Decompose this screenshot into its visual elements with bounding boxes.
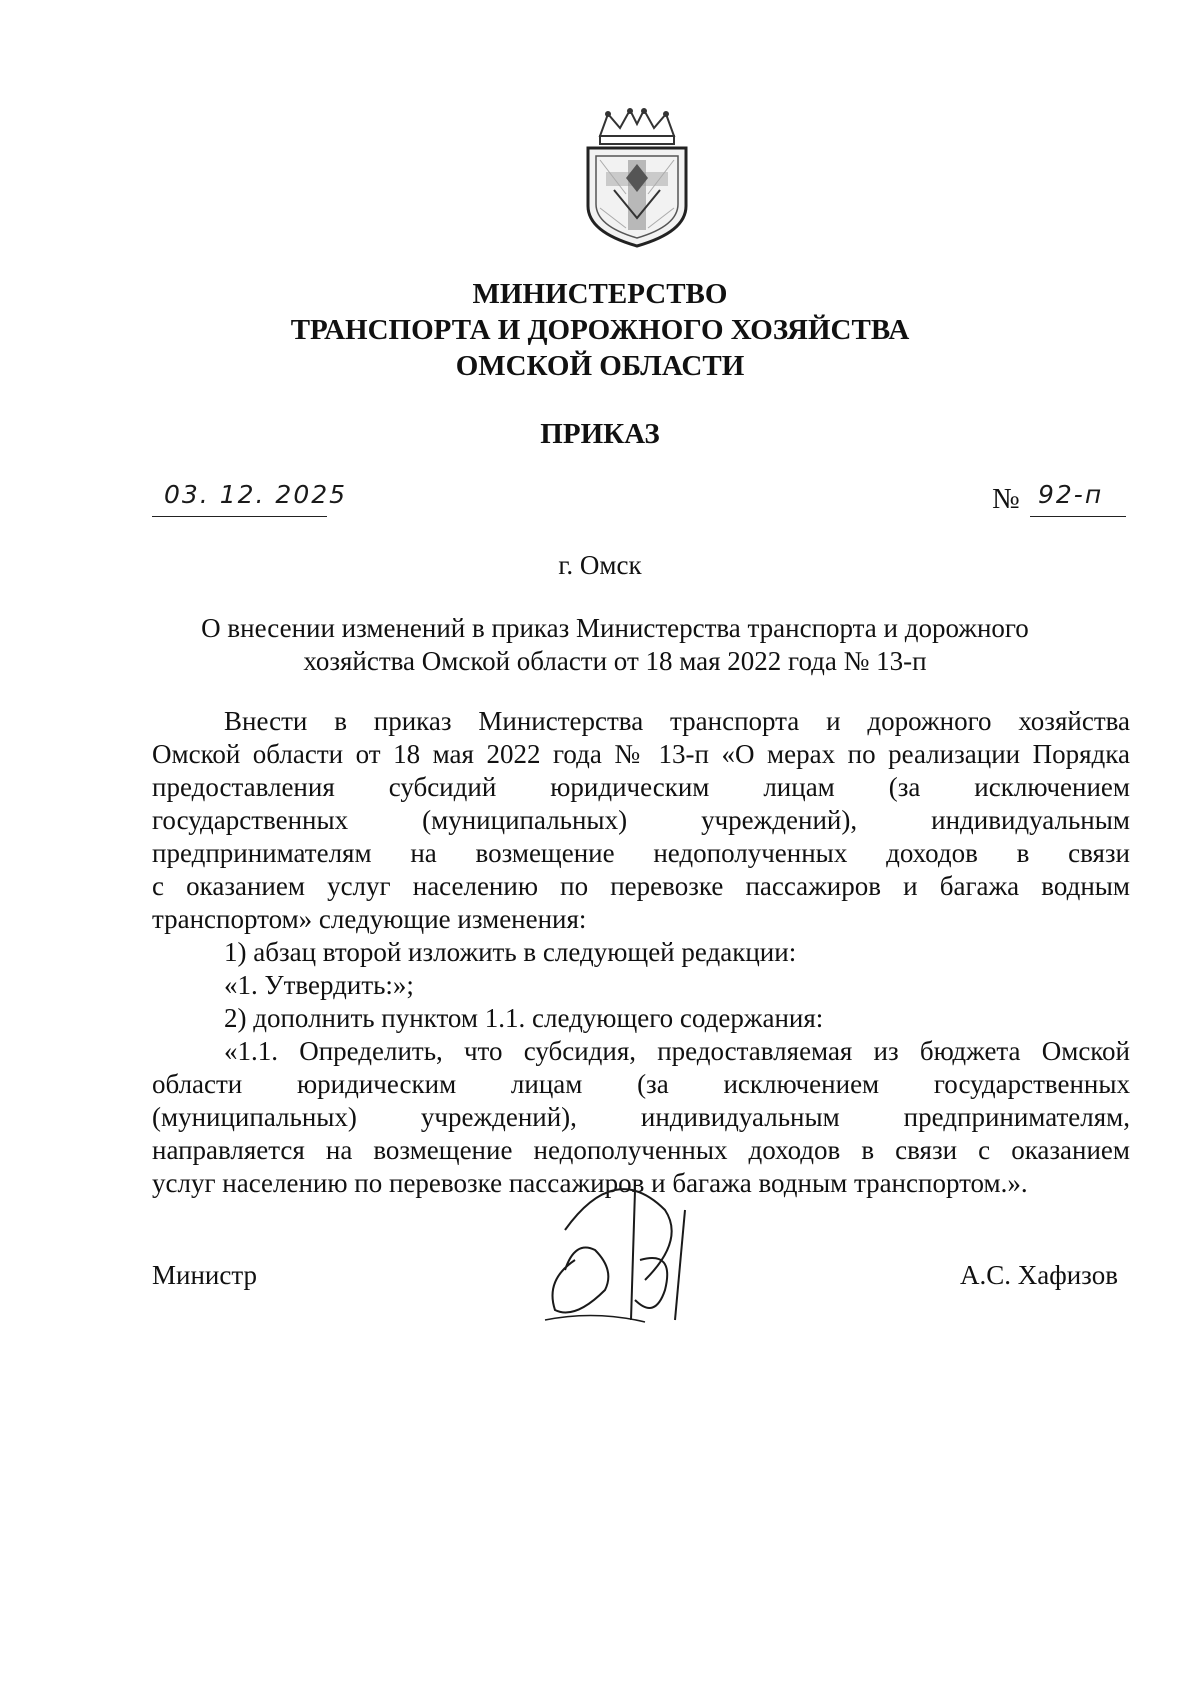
body-line: с оказанием услуг населению по перевозке пассажиров и багажа водным [152, 871, 1130, 901]
ministry-header [0, 276, 1200, 384]
body-line: транспортом» следующие изменения: [152, 904, 587, 934]
body-line: «1. Утвердить:»; [224, 970, 414, 1000]
signer-title: Министр [152, 1260, 257, 1290]
body-line: «1.1. Определить, что субсидия, предоставляемая из бюджета Омской [224, 1036, 1130, 1066]
body-line: (муниципальных) учреждений), индивидуальным предпринимателям, [152, 1102, 1130, 1132]
body-line: услуг населению по перевозке пассажиров и багажа водным транспортом.». [152, 1168, 1028, 1198]
subject-line2: хозяйства Омской области от 18 мая 2022 года № 13-п [303, 646, 927, 676]
number-label: № [992, 483, 1020, 515]
body-line: области юридическим лицам (за исключением государственных [152, 1069, 1130, 1099]
body-line: направляется на возмещение недополученных доходов в связи с оказанием [152, 1135, 1130, 1165]
signer-name: А.С. Хафизов [960, 1260, 1118, 1290]
body-line: 2) дополнить пунктом 1.1. следующего содержания: [224, 1003, 824, 1033]
ministry-name-line3: ОМСКОЙ ОБЛАСТИ [455, 350, 745, 382]
ministry-name-line2: ТРАНСПОРТА И ДОРОЖНОГО ХОЗЯЙСТВА [290, 314, 910, 346]
handwritten-number: 92-п [1038, 480, 1104, 509]
date-field [152, 478, 348, 517]
document-type: ПРИКАЗ [540, 418, 660, 450]
body-line: предпринимателям на возмещение недополученных доходов в связи [152, 838, 1130, 868]
document-body [152, 705, 1130, 1200]
body-line: Внести в приказ Министерства транспорта и дорожного хозяйства [224, 706, 1130, 736]
subject-line1: О внесении изменений в приказ Министерства транспорта и дорожного [201, 613, 1029, 643]
body-line: государственных (муниципальных) учреждений), индивидуальным [152, 805, 1130, 835]
coat-of-arms-icon [578, 108, 696, 248]
number-field [1030, 478, 1126, 517]
document-subject [150, 612, 1080, 678]
city: г. Омск [558, 550, 642, 580]
signature-icon [535, 1170, 735, 1340]
body-line: предоставления субсидий юридическим лицам (за исключением [152, 772, 1130, 802]
body-line: Омской области от 18 мая 2022 года № 13-п «О мерах по реализации Порядка [152, 739, 1130, 769]
handwritten-date: 03. 12. 2025 [164, 480, 348, 509]
body-line: 1) абзац второй изложить в следующей редакции: [224, 937, 797, 967]
ministry-name-line1: МИНИСТЕРСТВО [472, 278, 728, 310]
